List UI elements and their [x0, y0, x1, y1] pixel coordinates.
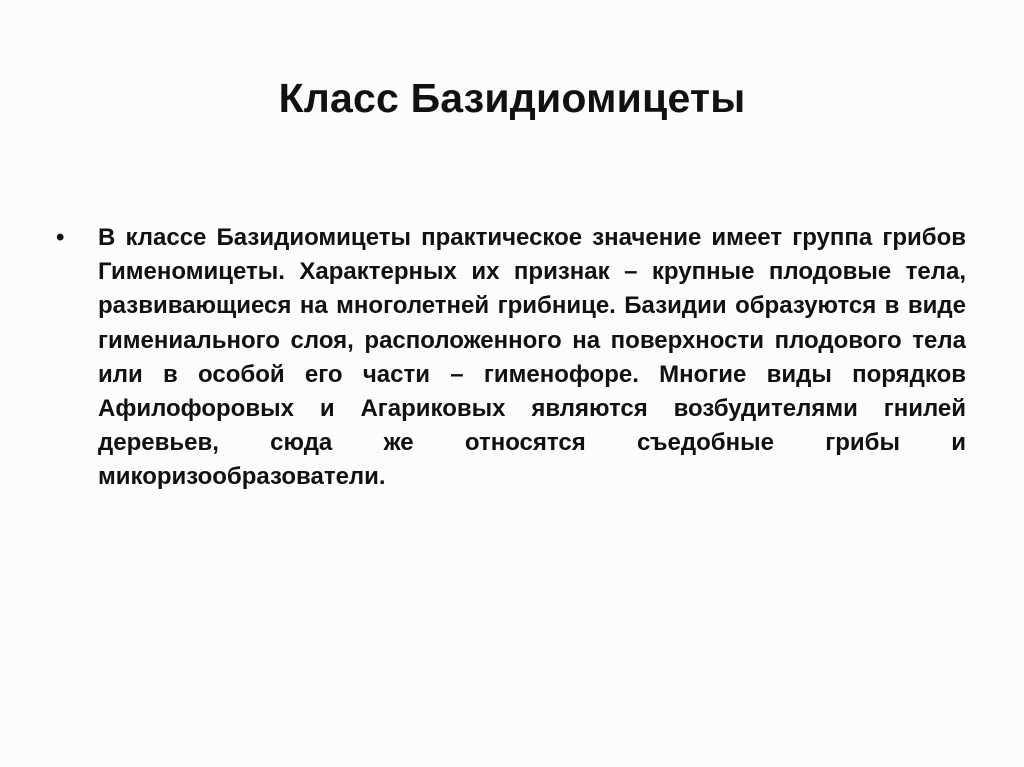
bullet-marker-icon: • [56, 224, 65, 251]
slide-content [56, 221, 966, 495]
bullet-text: В классе Базидиомицеты практическое значение имеет группа грибов Гименомицеты. Характерных их признак – крупные плодовые тела, развивающиеся на многолетней грибнице. Базидии образуются в виде гимениального слоя, расположенного на поверхности плодового тела или в особой его части – гименофоре. Многие виды порядков Афилофоровых и Агариковых являются возбудителями гнилей деревьев, сюда же относятся съедобные грибы и микоризообразователи. [98, 224, 966, 491]
bullet-item [56, 221, 966, 495]
slide-title: Класс Базидиомицеты [278, 75, 746, 121]
